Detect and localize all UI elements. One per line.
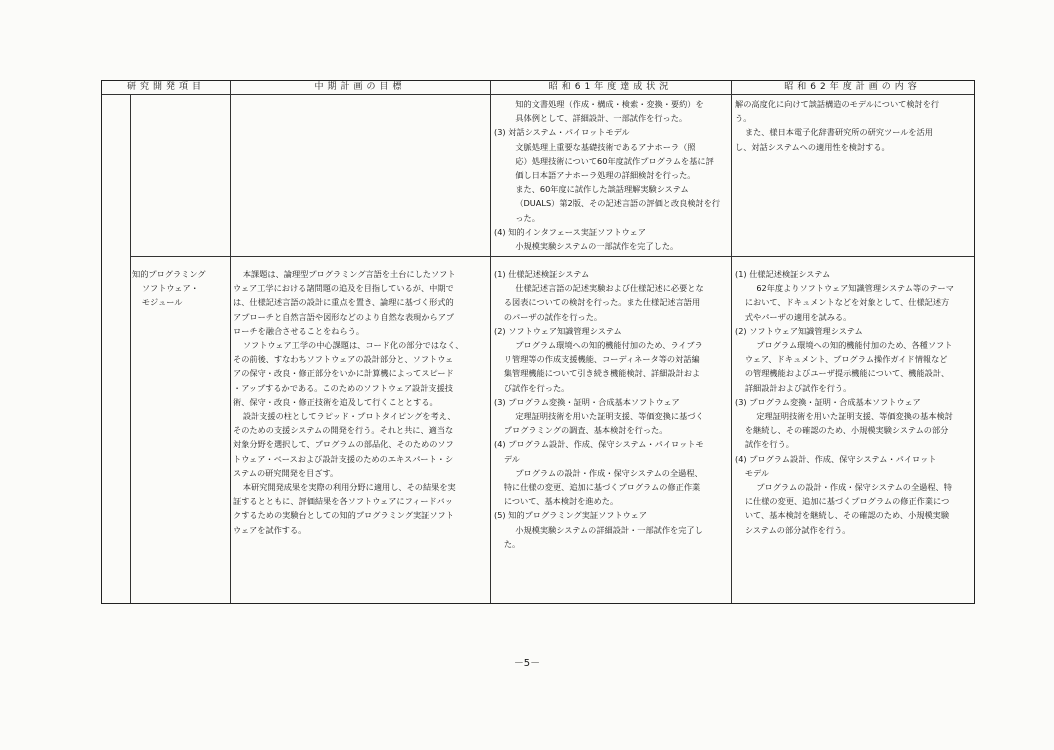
text-line: そのための支援システムの開発を行う。それと共に、適当な <box>233 425 454 436</box>
text-line: (4) 知的インタフェース実証ソフトウェア <box>494 226 646 237</box>
text-line: (3) プログラム変換・証明・合成基本ソフトウェア <box>735 396 921 407</box>
text-line: プログラミングの調査、基本検討を行った。 <box>503 425 668 436</box>
text-line: について、基本検討を進めた。 <box>503 496 619 507</box>
top-status-text <box>494 97 729 253</box>
text-line: アプローチと自然言語や図形などのより自然な表現からアプ <box>233 311 455 322</box>
text-line: プログラムの設計・作成・保守システムの全過程、 <box>515 467 703 478</box>
column-divider-2 <box>490 81 491 603</box>
text-line: 術、保守・改良・修正技術を追及して行くこととする。 <box>233 396 438 407</box>
text-line: (1) 仕様記述検証システム <box>735 269 831 279</box>
plan-text <box>735 267 972 537</box>
label-line: モジュール <box>141 297 183 307</box>
row-divider <box>130 256 974 257</box>
header-research-item: 研究開発項目 <box>126 82 205 92</box>
text-line: は、仕様記述言語の設計に重点を置き、論理に基づく形式的 <box>233 297 454 308</box>
header-fy61-status: 昭和61年度達成状況 <box>548 82 673 92</box>
label-line: 知的プログラミング <box>132 269 206 279</box>
text-line: った。 <box>515 212 540 223</box>
text-line: 本研究開発成果を実際の利用分野に適用し、その結果を実 <box>242 482 456 493</box>
text-line: る図表についての検討を行った。また仕様記述言語用 <box>503 297 701 308</box>
text-line: し、対話システムへの適用性を検討する。 <box>735 141 890 152</box>
text-line: （DUALS）第2版、その記述言語の評価と改良検討を行 <box>515 198 721 209</box>
header-fy62-plan: 昭和62年度計画の内容 <box>784 82 921 92</box>
text-line: ローチを融合させることをねらう。 <box>233 325 365 336</box>
text-line: 式やパーザの適用を試みる。 <box>744 311 852 322</box>
text-line: 具体例として、詳細設計、一部試作を行った。 <box>515 113 688 124</box>
text-line: 定理証明技術を用いた証明支援、等価変換に基づく <box>515 411 704 422</box>
text-line: (3) 対話システム・パイロットモデル <box>494 127 630 138</box>
text-line: 解の高度化に向けて談話構造のモデルについて検討を行 <box>735 99 940 109</box>
text-line: システムの部分試作を行う。 <box>744 524 851 535</box>
text-line: (5) 知的プログラミング実証ソフトウェア <box>494 510 647 521</box>
top-plan-text <box>735 97 972 154</box>
text-line: 対象分野を選択して、プログラムの部品化、そのためのソフ <box>233 439 454 450</box>
text-line: プログラムの設計・作成・保守システムの全過程、特 <box>756 482 952 493</box>
text-line: また、60年度に試作した談話理解実験システム <box>515 184 689 195</box>
text-line: プログラム環境への知的機能付加のため、ライブラ <box>515 340 703 351</box>
column-divider-sub <box>130 94 131 603</box>
header-midterm-goal: 中期計画の目標 <box>314 82 406 92</box>
text-line: (2) ソフトウェア知識管理システム <box>494 325 622 336</box>
text-line: 知的文書処理（作成・構成・検索・変換・要約）を <box>515 99 704 109</box>
label-line: ソフトウェア・ <box>141 283 199 293</box>
text-line: の管理機能およびユーザ提示機能について、機能設計、 <box>744 368 950 379</box>
goal-text <box>233 267 488 537</box>
text-line: 定理証明技術を用いた証明支援、等価変換の基本検討 <box>756 411 953 422</box>
status-text <box>494 267 729 551</box>
text-line: に仕様の変更、追加に基づくプログラムの修正作業につ <box>744 496 950 507</box>
text-line: び試作を行った。 <box>503 382 570 393</box>
text-line: 62年度よりソフトウェア知識管理システム等のテーマ <box>756 283 954 294</box>
text-line: リ管理等の作成支援機能、コーディネータ等の対話編 <box>503 354 700 365</box>
text-line: (2) ソフトウェア知識管理システム <box>735 325 863 336</box>
text-line: また、様日本電子化辞書研究所の研究ツールを活用 <box>744 127 933 138</box>
text-line: 仕様記述言語の記述実験および仕様記述に必要とな <box>515 283 704 294</box>
text-line: 集管理機能について引き続き機能検討、詳細設計およ <box>503 368 701 379</box>
text-line: 設計支援の柱としてラピッド・プロトタイピングを考え、 <box>242 411 456 422</box>
text-line: 価し日本語アナホーラ処理の詳細検討を行った。 <box>515 170 696 181</box>
text-line: ・アップするかである。このためのソフトウェア設計支援技 <box>233 382 453 393</box>
text-line: ウェア工学における諸問題の追及を目指しているが、中期で <box>233 283 454 294</box>
text-line: う。 <box>735 113 752 124</box>
text-line: 小規模実験システムの一部試作を完了した。 <box>515 241 679 252</box>
text-line: クするための実験台としての知的プログラミング実証ソフト <box>233 510 454 521</box>
text-line: 詳細設計および試作を行う。 <box>744 382 852 393</box>
text-line: ウェア、ドキュメント、プログラム操作ガイド情報など <box>744 354 948 365</box>
text-line: 小規模実験システムの詳細設計・一部試作を完了し <box>515 524 703 535</box>
header-divider <box>102 94 974 95</box>
text-line: ステムの研究開発を目ざす。 <box>233 467 339 478</box>
text-line: 特に仕様の変更、追加に基づくプログラムの修正作業 <box>503 482 701 493</box>
text-line: を継続し、その確認のため、小規模実験システムの部分 <box>744 425 949 436</box>
text-line: 試作を行う。 <box>744 439 794 450</box>
text-line: (3) プログラム変換・証明・合成基本ソフトウェア <box>494 396 680 407</box>
text-line: 証するとともに、評価結果を各ソフトウェアにフィードバッ <box>233 496 453 507</box>
text-line: において、ドキュメントなどを対象として、仕様記述方 <box>744 297 950 308</box>
text-line: (4) プログラム設計、作成、保守システム・パイロットモ <box>494 439 704 450</box>
text-line: ウェアを試作する。 <box>233 524 307 535</box>
text-line: のパーザの試作を行った。 <box>503 311 603 322</box>
text-line: 応）処理技術について60年度試作プログラムを基に評 <box>515 155 714 166</box>
research-item-label <box>132 267 228 309</box>
text-line: (4) プログラム設計、作成、保守システム・パイロット <box>735 453 937 464</box>
text-line: プログラム環境への知的機能付加のため、各種ソフト <box>756 340 953 351</box>
text-line: 本課題は、論理型プログラミング言語を土台にしたソフト <box>242 269 456 279</box>
column-divider-1 <box>230 81 231 603</box>
text-line: モデル <box>744 467 769 478</box>
text-line: いて、基本検討を継続し、その確認のため、小規模実験 <box>744 510 950 521</box>
plan-table <box>101 80 975 604</box>
column-divider-3 <box>731 81 732 603</box>
text-line: た。 <box>503 538 521 549</box>
text-line: 文脈処理上重要な基礎技術であるアナホーラ（照 <box>515 141 696 152</box>
text-line: (1) 仕様記述検証システム <box>494 269 590 279</box>
page-number: －5－ <box>513 658 541 669</box>
text-line: デル <box>503 453 520 464</box>
text-line: その前後、すなわちソフトウェアの設計部分と、ソフトウェ <box>233 354 454 365</box>
text-line: ソフトウェア工学の中心課題は、コード化の部分ではなく、 <box>242 340 464 351</box>
text-line: トウェア・ベースおよび設計支援のためのエキスパート・シ <box>233 453 454 464</box>
text-line: アの保守・改良・修正部分をいかに計算機によってスピード <box>233 368 454 379</box>
